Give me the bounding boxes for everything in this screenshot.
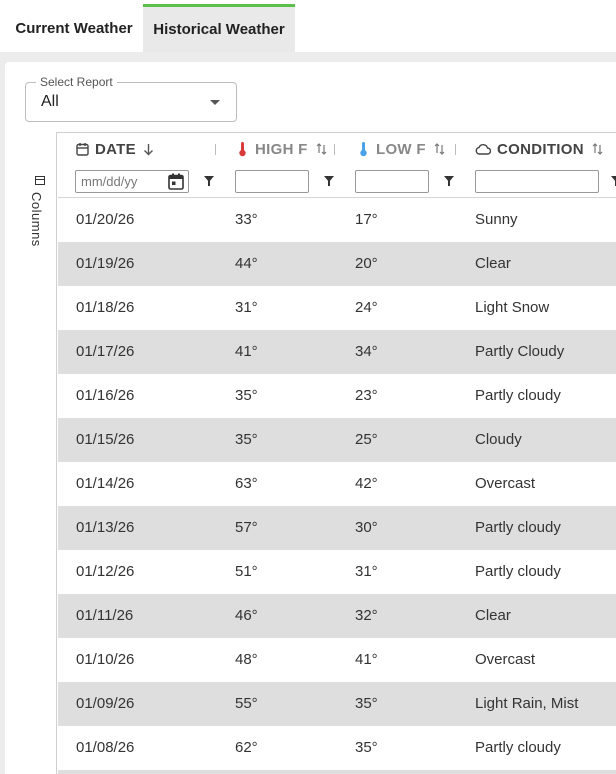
cell-condition: Light Snow [475,299,550,316]
calendar-picker-icon[interactable] [168,173,184,190]
cell-date: 01/17/26 [76,343,135,360]
cell-high: 33° [235,211,258,228]
report-select-value: All [41,93,59,110]
cell-condition: Cloudy [475,431,522,448]
cell-condition: Partly cloudy [475,519,561,536]
cell-condition: Partly Cloudy [475,343,565,360]
cell-condition: Clear [475,255,511,272]
cell-high: 35° [235,387,258,404]
cell-low: 20° [355,255,378,272]
cell-high: 44° [235,255,258,272]
column-header-date[interactable] [76,133,154,165]
column-separator[interactable] [334,144,335,155]
cell-condition: Overcast [475,475,536,492]
column-header-high-label: HIGH F [255,140,308,158]
report-select-legend: Select Report [36,75,117,89]
table-row[interactable] [58,506,616,550]
cell-low: 17° [355,211,378,228]
table-row[interactable] [58,462,616,506]
cell-condition: Partly cloudy [475,739,561,756]
cell-high: 55° [235,695,258,712]
cell-high: 31° [235,299,258,316]
table-row[interactable] [58,374,616,418]
table-row[interactable] [58,198,616,242]
sort-icon [316,143,327,155]
cell-date: 01/14/26 [76,475,135,492]
thermometer-hot-icon [238,141,247,157]
filter-icon[interactable] [204,176,214,182]
table-row[interactable] [58,286,616,330]
filter-icon[interactable] [324,176,334,182]
table-row[interactable] [58,682,616,726]
table-row[interactable] [58,330,616,374]
column-header-low-label: LOW F [376,140,426,158]
table-row[interactable] [58,550,616,594]
column-header-low[interactable] [359,133,445,165]
cell-low: 31° [355,563,378,580]
sort-icon [592,143,603,155]
cell-date: 01/19/26 [76,255,135,272]
tab-historical-weather[interactable] [143,4,295,52]
table-row[interactable] [58,638,616,682]
arrow-down-icon [143,143,154,156]
cell-high: 35° [235,431,258,448]
cell-low: 42° [355,475,378,492]
tab-current-weather-label: Current Weather [15,19,133,37]
cell-low: 41° [355,651,378,668]
high-filter-input[interactable] [235,170,309,193]
sort-icon [434,143,445,155]
column-separator[interactable] [215,144,216,155]
table-row[interactable] [58,242,616,286]
cell-high: 57° [235,519,258,536]
thermometer-cold-icon [359,141,368,157]
report-select[interactable] [25,75,237,122]
table-row[interactable] [58,418,616,462]
cloud-icon [475,144,491,155]
cell-high: 41° [235,343,258,360]
table-row-partial [58,770,616,774]
filter-icon[interactable] [444,176,454,182]
cell-date: 01/11/26 [76,607,134,624]
columns-panel-button[interactable] [25,172,57,252]
cell-low: 34° [355,343,378,360]
cell-date: 01/15/26 [76,431,135,448]
cell-low: 30° [355,519,378,536]
grid-side-toolbar [25,132,57,774]
cell-low: 25° [355,431,378,448]
tab-historical-weather-label: Historical Weather [153,21,285,38]
cell-low: 35° [355,695,378,712]
cell-date: 01/20/26 [76,211,135,228]
cell-high: 48° [235,651,258,668]
tab-bar [0,0,616,52]
date-filter-placeholder: mm/dd/yy [81,174,138,189]
cell-condition: Overcast [475,651,536,668]
cell-date: 01/09/26 [76,695,135,712]
cell-date: 01/18/26 [76,299,135,316]
cell-date: 01/12/26 [76,563,135,580]
cell-high: 51° [235,563,258,580]
table-row[interactable] [58,594,616,638]
grid-filter-row [58,165,616,198]
grid-header-row [58,133,616,165]
date-filter-input[interactable] [75,170,189,193]
cell-condition: Partly cloudy [475,563,561,580]
column-separator[interactable] [455,144,456,155]
cell-low: 35° [355,739,378,756]
column-header-condition-label: CONDITION [497,140,584,158]
cell-low: 32° [355,607,378,624]
cell-condition: Clear [475,607,511,624]
caret-down-icon [210,100,220,105]
filter-icon[interactable] [611,176,616,182]
columns-label: Columns [29,192,44,247]
table-row[interactable] [58,726,616,770]
column-header-date-label: DATE [95,140,136,158]
cell-date: 01/08/26 [76,739,135,756]
cell-condition: Sunny [475,211,518,228]
low-filter-input[interactable] [355,170,429,193]
cell-date: 01/13/26 [76,519,135,536]
cell-low: 24° [355,299,378,316]
cell-high: 62° [235,739,258,756]
column-header-high[interactable] [238,133,327,165]
condition-filter-input[interactable] [475,170,599,193]
cell-high: 63° [235,475,258,492]
cell-condition: Light Rain, Mist [475,695,579,712]
calendar-icon [76,142,89,156]
cell-date: 01/16/26 [76,387,135,404]
grid-body [58,198,616,774]
cell-high: 46° [235,607,258,624]
cell-low: 23° [355,387,378,404]
cell-condition: Partly cloudy [475,387,561,404]
columns-icon [35,176,45,185]
column-header-condition[interactable] [475,133,603,165]
tab-current-weather[interactable] [6,4,142,52]
cell-date: 01/10/26 [76,651,135,668]
